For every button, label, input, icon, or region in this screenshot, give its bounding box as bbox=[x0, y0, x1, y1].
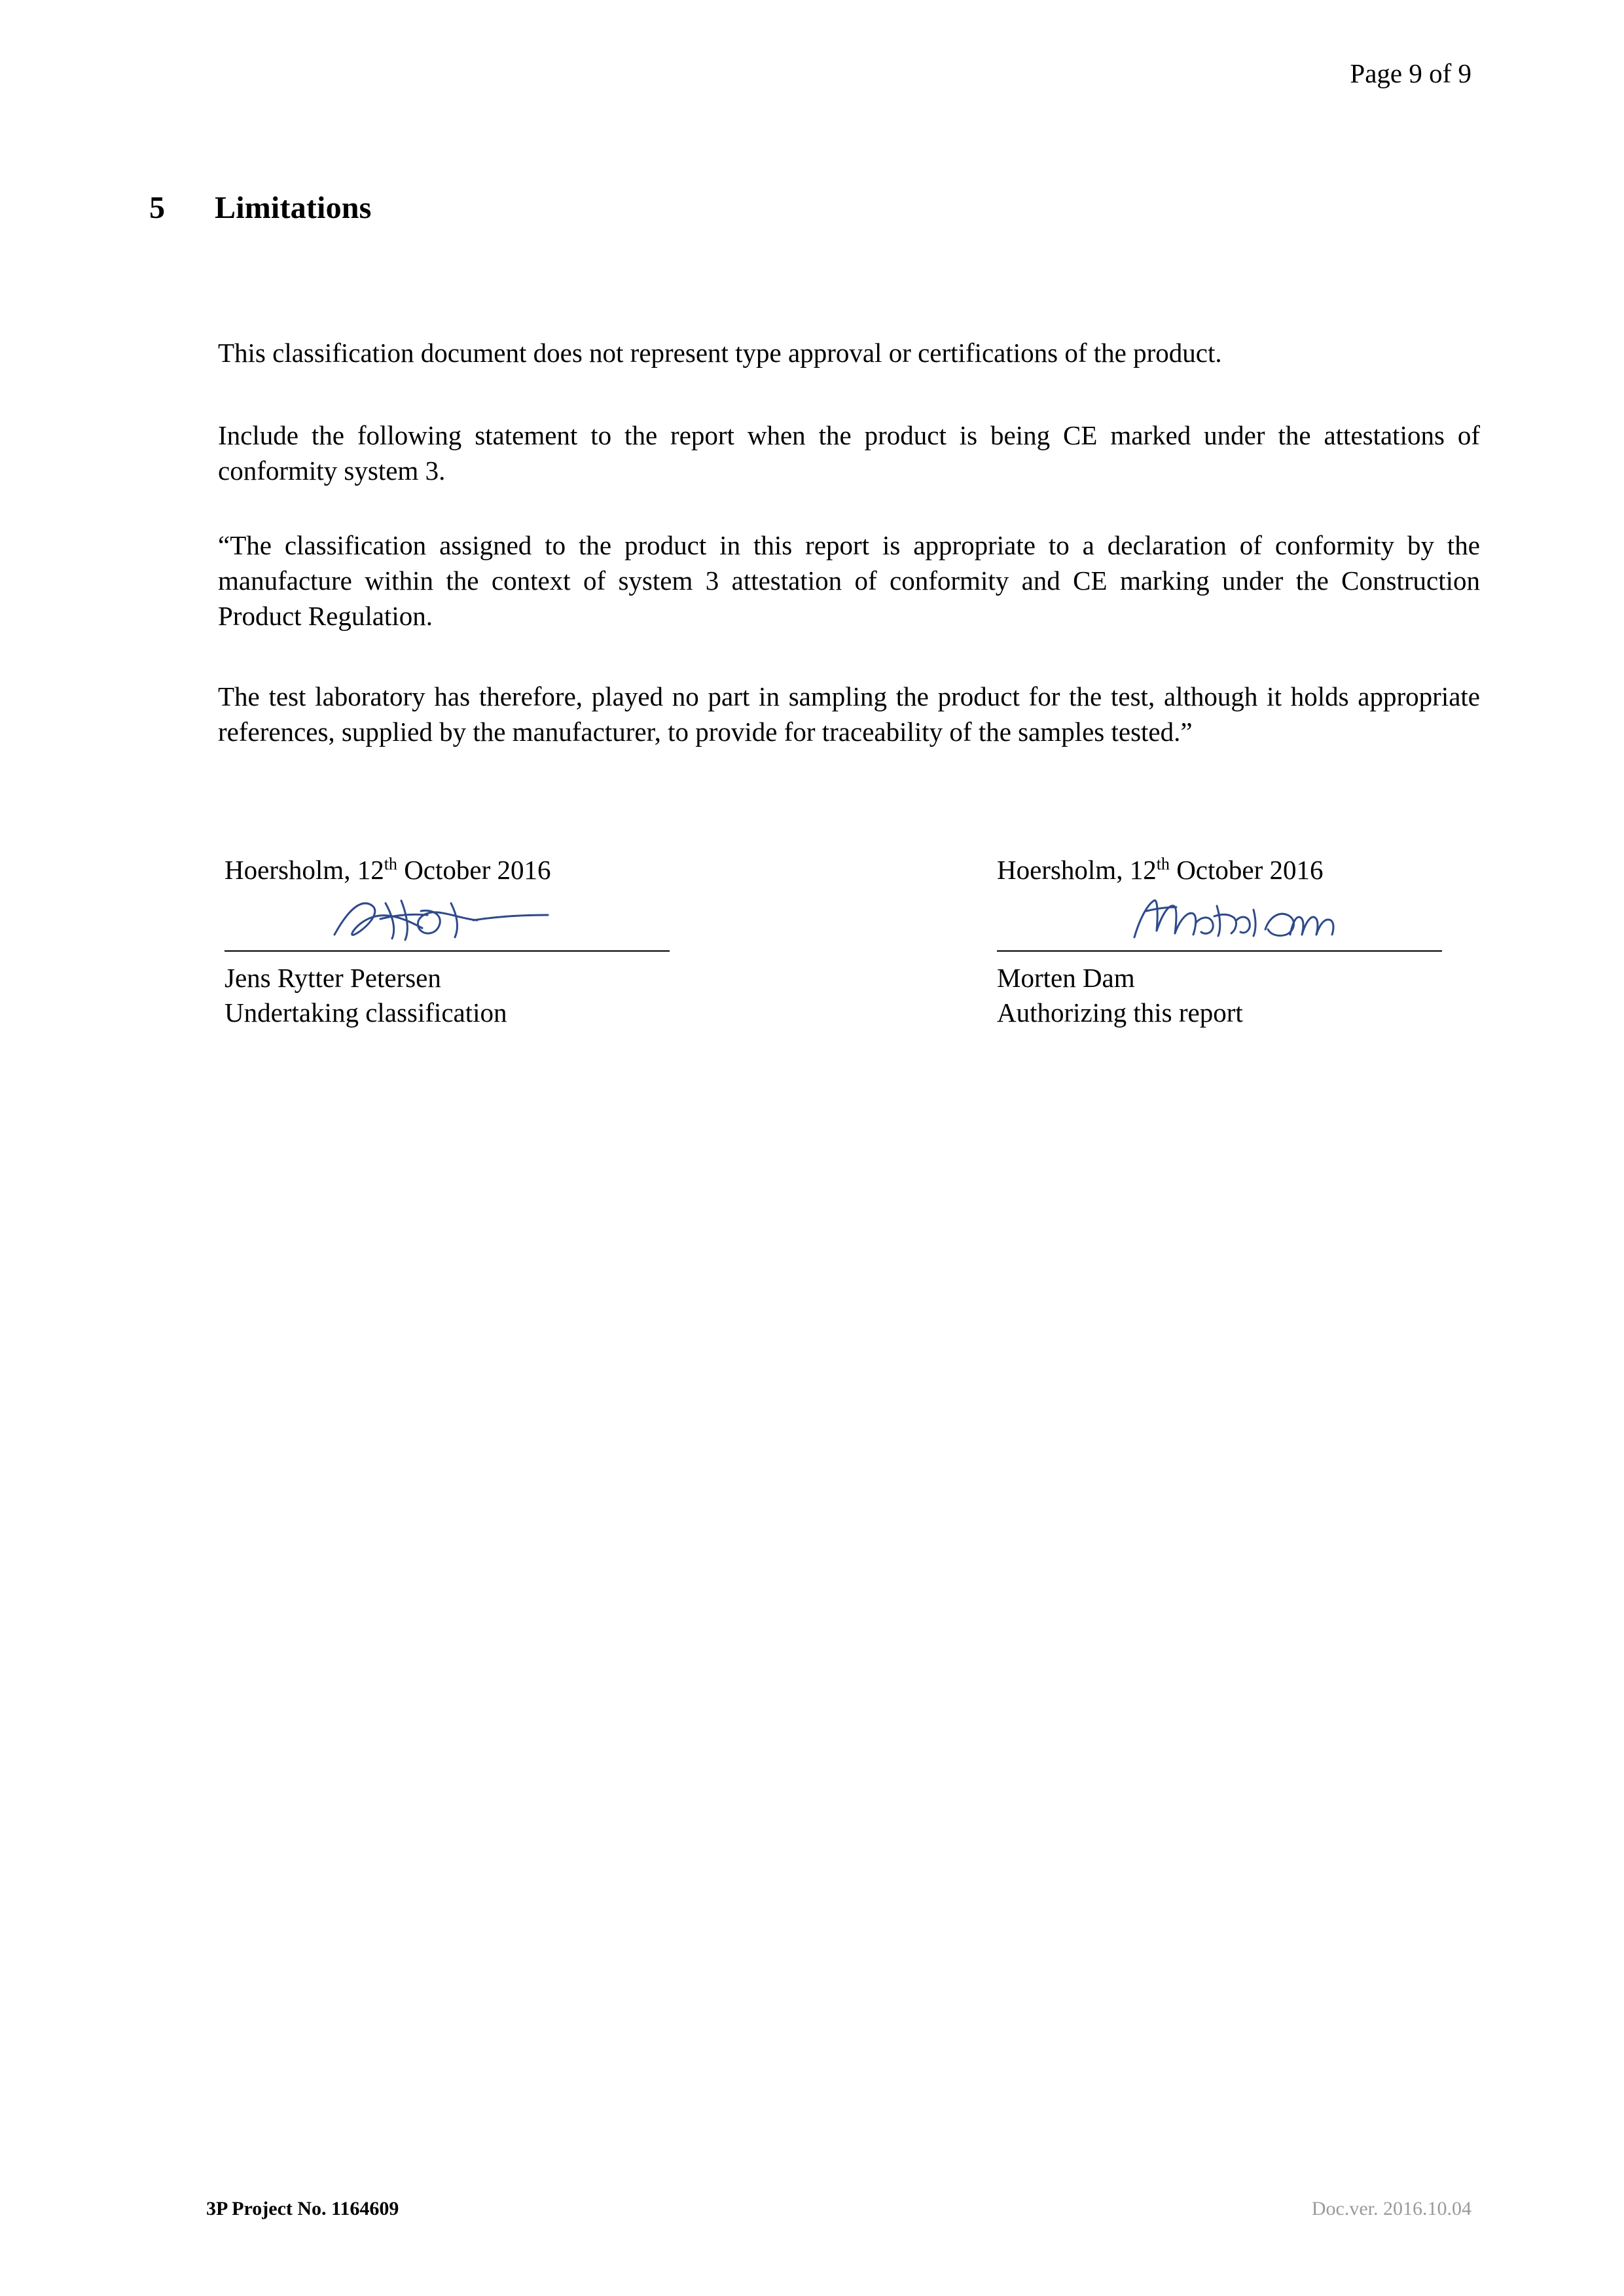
signature-date-left bbox=[225, 854, 676, 886]
section-title: Limitations bbox=[215, 190, 372, 225]
ordinal-suffix-right: th bbox=[1156, 854, 1170, 874]
signer-name-left: Jens Rytter Petersen bbox=[225, 963, 441, 994]
signature-line-left bbox=[225, 950, 670, 952]
signer-name-right: Morten Dam bbox=[997, 963, 1135, 994]
page-title bbox=[149, 190, 372, 226]
footer-doc-version: Doc.ver. 2016.10.04 bbox=[1311, 2198, 1471, 2219]
page-indicator: Page 9 of 9 bbox=[1350, 58, 1471, 88]
paragraph-4: The test laboratory has therefore, played no part in sampling the product for the test, although it holds appropriate references, supplied by the manufacturer, to provide for traceability of the samples tested.” bbox=[218, 681, 1480, 747]
paragraph-3: “The classification assigned to the product in this report is appropriate to a declaration of conformity by the manufacture within the context of system 3 attestation of conformity and CE marking under the Construction Product Regulation. bbox=[218, 530, 1480, 632]
signature-month-year-left: October 2016 bbox=[397, 855, 551, 885]
signer-role-left: Undertaking classification bbox=[225, 997, 507, 1028]
signer-role-right: Authorizing this report bbox=[997, 997, 1243, 1028]
handwritten-signature-icon bbox=[323, 889, 585, 948]
signature-place-right: Hoersholm, 12 bbox=[997, 855, 1157, 885]
signature-area bbox=[218, 854, 1480, 1116]
ordinal-suffix-left: th bbox=[384, 854, 397, 874]
page-footer bbox=[206, 2198, 1471, 2224]
footer-project-number: 3P Project No. 1164609 bbox=[206, 2198, 399, 2219]
signature-date-right bbox=[997, 854, 1449, 886]
signature-line-right bbox=[997, 950, 1442, 952]
paragraph-2: Include the following statement to the report when the product is being CE marked under the attestations of conformity system 3. bbox=[218, 420, 1480, 486]
signature-month-year-right: October 2016 bbox=[1169, 855, 1324, 885]
signature-block-right bbox=[997, 854, 1449, 1031]
signature-block-left bbox=[225, 854, 676, 1031]
paragraph-1: This classification document does not represent type approval or certifications of the product. bbox=[218, 338, 1222, 368]
signature-place-left: Hoersholm, 12 bbox=[225, 855, 384, 885]
handwritten-signature-icon bbox=[1128, 889, 1344, 948]
section-number: 5 bbox=[149, 190, 166, 225]
